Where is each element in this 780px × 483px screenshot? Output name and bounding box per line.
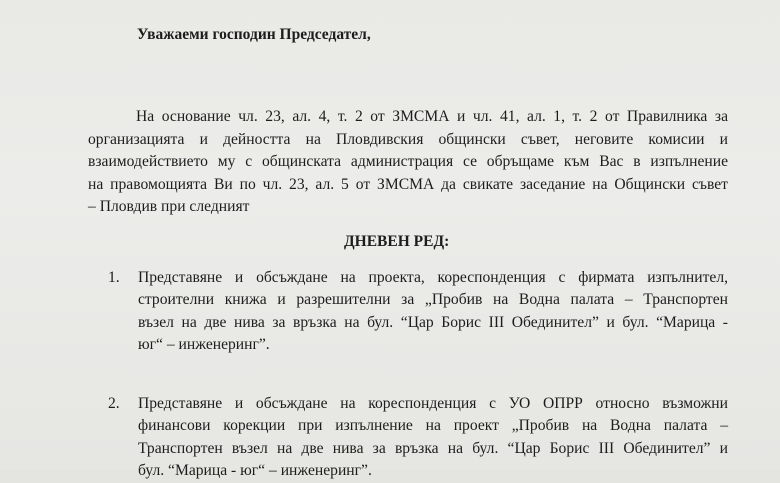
agenda-item-line: Транспортен възел на две нива за връзка на бул. “Цар Борис III Обединител” и: [138, 439, 728, 457]
intro-paragraph: [88, 106, 728, 219]
agenda-item-number: 1.: [108, 269, 120, 286]
agenda-item-line: възел на две нива за връзка на бул. “Цар Борис III Обединител” и бул. “Марица -: [138, 313, 728, 331]
intro-line: организацията и дейността на Пловдивския общински съвет, неговите комисии и: [88, 130, 728, 148]
agenda-item-number: 2.: [108, 395, 120, 412]
intro-line: на правомощията Ви по чл. 23, ал. 5 от ЗМСМА да свикате заседание на Общински съвет: [88, 175, 728, 193]
agenda-item-line: финансови корекции при изпълнение на проект „Пробив на Водна палата –: [138, 417, 728, 435]
intro-line: – Пловдив при следният: [88, 198, 250, 216]
agenda-item-text: [138, 267, 728, 357]
intro-line: взаимодействието му с общинската администрация се обръщаме към Вас в изпълнение: [88, 153, 728, 171]
agenda-item-line: Представяне и обсъждане на кореспонденция с УО ОПРР относно възможни: [138, 395, 728, 412]
agenda-item-line: строителни книжа и разрешителни за „Пробив на Водна палата – Транспортен: [138, 291, 728, 309]
intro-line: На основание чл. 23, ал. 4, т. 2 от ЗМСМА и чл. 41, ал. 1, т. 2 от Правилника за: [136, 108, 728, 125]
agenda-heading: ДНЕВЕН РЕД:: [344, 233, 450, 250]
agenda-item: [108, 393, 728, 483]
agenda-item-line: бул. “Марица - юг“ – инженеринг”.: [138, 462, 372, 480]
salutation: Уважаеми господин Председател,: [137, 26, 371, 43]
agenda-item-line: юг“ – инженеринг”.: [138, 336, 270, 354]
agenda-item-text: [138, 393, 728, 483]
agenda-item-line: Представяне и обсъждане на проекта, кореспонденция с фирмата изпълнител,: [138, 269, 728, 286]
agenda-item: [108, 267, 728, 357]
